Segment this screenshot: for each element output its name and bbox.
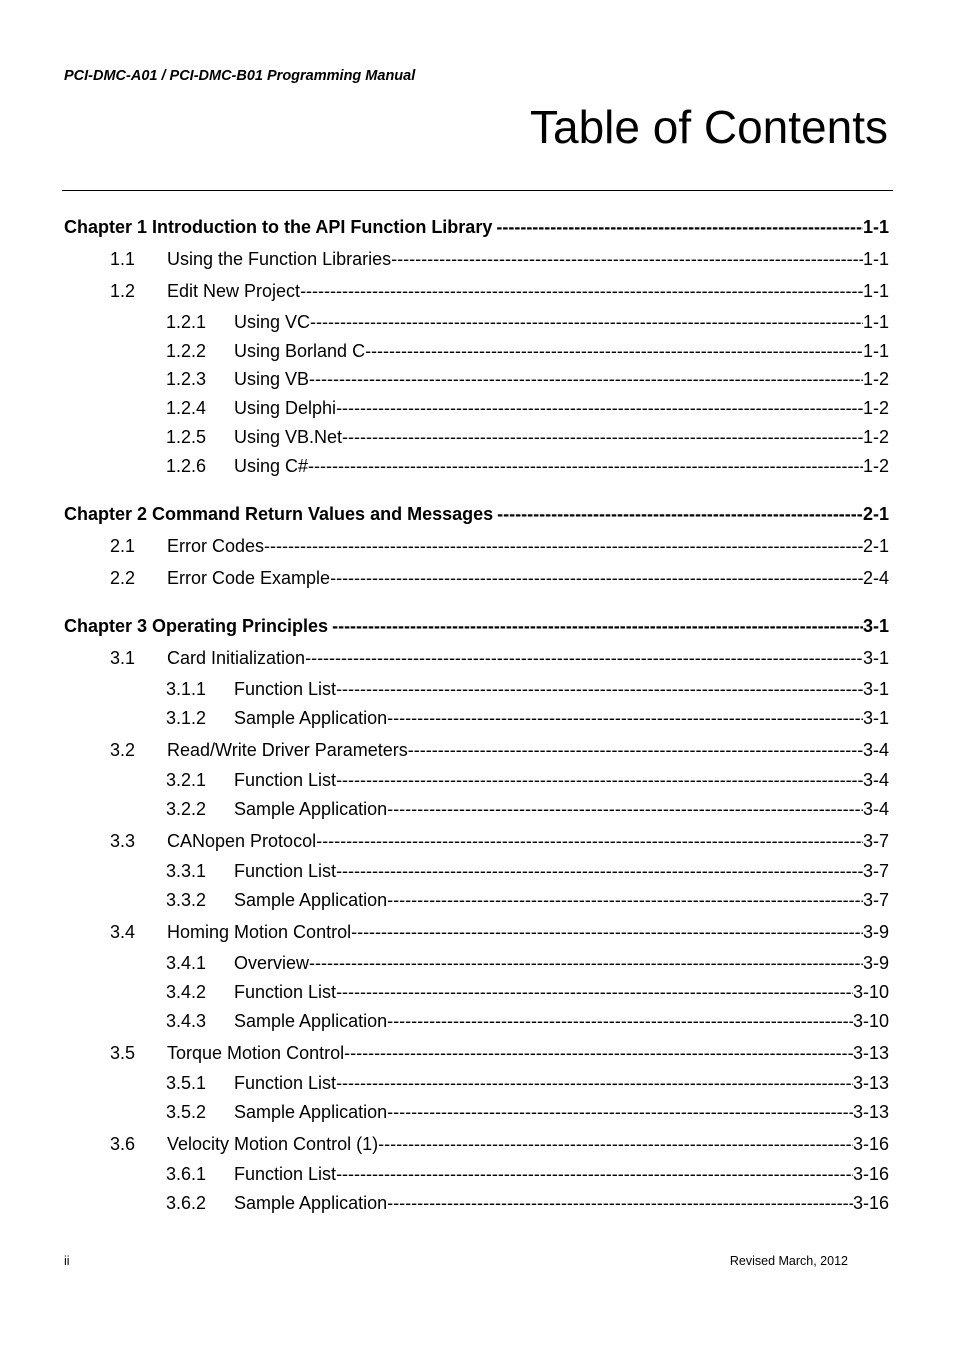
toc-entry-number: 3.1.2 xyxy=(166,708,207,728)
toc-dot-leader xyxy=(336,860,863,882)
toc-entry[interactable] xyxy=(166,368,889,390)
toc-entry[interactable] xyxy=(166,678,889,700)
toc-entry-page: 1-2 xyxy=(862,427,889,447)
toc-entry-page: 1-1 xyxy=(862,341,889,361)
toc-entry-title: Function List xyxy=(234,1073,337,1093)
toc-entry-page: 3-13 xyxy=(852,1043,889,1063)
toc-entry[interactable] xyxy=(110,921,889,943)
toc-entry[interactable] xyxy=(166,1072,889,1094)
toc-entry-page: 3-9 xyxy=(862,953,889,973)
toc-entry-title: Sample Application xyxy=(234,708,388,728)
toc-entry[interactable] xyxy=(166,340,889,362)
toc-entry[interactable] xyxy=(166,455,889,477)
footer-revision: Revised March, 2012 xyxy=(729,1254,848,1268)
toc-entry[interactable] xyxy=(166,397,889,419)
toc-entry-page: 3-10 xyxy=(852,982,889,1002)
toc-dot-leader xyxy=(336,1163,853,1185)
toc-entry-number: 1.2.3 xyxy=(166,369,207,389)
toc-entry[interactable] xyxy=(166,889,889,911)
toc-entry-number: 3.6 xyxy=(110,1134,136,1154)
toc-entry-title: Using the Function Libraries xyxy=(167,249,392,269)
toc-entry-title: Edit New Project xyxy=(167,281,301,301)
toc-dot-leader xyxy=(300,280,863,302)
toc-entry-number: 3.5.1 xyxy=(166,1073,207,1093)
toc-entry-page: 3-1 xyxy=(862,679,889,699)
toc-entry-title: Torque Motion Control xyxy=(167,1043,345,1063)
toc-entry[interactable] xyxy=(64,615,889,637)
toc-entry[interactable] xyxy=(110,647,889,669)
page-title: Table of Contents xyxy=(529,101,888,153)
toc-entry[interactable] xyxy=(110,280,889,302)
toc-dot-leader xyxy=(336,769,863,791)
toc-dot-leader xyxy=(336,678,863,700)
toc-dot-leader xyxy=(496,216,863,238)
toc-entry[interactable] xyxy=(110,739,889,761)
toc-dot-leader xyxy=(316,830,863,852)
toc-entry-page: 3-10 xyxy=(852,1011,889,1031)
toc-entry-title: Error Codes xyxy=(167,536,265,556)
toc-dot-leader xyxy=(336,981,853,1003)
toc-entry-number: 3.3 xyxy=(110,831,136,851)
toc-entry-title: Card Initialization xyxy=(167,648,306,668)
toc-dot-leader xyxy=(310,311,863,333)
toc-entry-title: Read/Write Driver Parameters xyxy=(167,740,408,760)
toc-entry-page: 3-7 xyxy=(862,861,889,881)
toc-entry-title: Function List xyxy=(234,1164,337,1184)
toc-entry-number: 1.2.5 xyxy=(166,427,207,447)
toc-entry-page: 3-16 xyxy=(852,1134,889,1154)
toc-dot-leader xyxy=(391,248,863,270)
toc-entry-page: 3-4 xyxy=(862,770,889,790)
toc-entry-title: Chapter 2 Command Return Values and Messages xyxy=(64,504,494,524)
toc-entry[interactable] xyxy=(166,952,889,974)
toc-entry-number: 1.2.2 xyxy=(166,341,207,361)
toc-dot-leader xyxy=(308,455,863,477)
toc-entry-number: 3.1.1 xyxy=(166,679,207,699)
toc-entry-title: Using Borland C xyxy=(234,341,366,361)
toc-dot-leader xyxy=(387,889,863,911)
toc-entry-number: 1.2.4 xyxy=(166,398,207,418)
toc-entry-title: Sample Application xyxy=(234,799,388,819)
toc-entry-page: 2-1 xyxy=(862,536,889,556)
toc-entry[interactable] xyxy=(166,860,889,882)
toc-entry-number: 3.6.2 xyxy=(166,1193,207,1213)
toc-entry[interactable] xyxy=(110,535,889,557)
toc-entry-number: 3.4 xyxy=(110,922,136,942)
toc-entry-page: 1-2 xyxy=(862,398,889,418)
toc-dot-leader xyxy=(344,1042,853,1064)
toc-entry-page: 1-1 xyxy=(862,312,889,332)
toc-dot-leader xyxy=(332,615,863,637)
toc-dot-leader xyxy=(387,1010,853,1032)
toc-entry-title: Overview xyxy=(234,953,310,973)
toc-dot-leader xyxy=(497,503,863,525)
toc-entry-number: 1.2.1 xyxy=(166,312,207,332)
toc-dot-leader xyxy=(336,397,863,419)
toc-dot-leader xyxy=(305,647,863,669)
toc-dot-leader xyxy=(378,1133,853,1155)
toc-entry-page: 3-1 xyxy=(862,708,889,728)
footer-page-number: ii xyxy=(64,1254,70,1268)
toc-entry-page: 2-4 xyxy=(862,568,889,588)
toc-entry-page: 1-1 xyxy=(862,281,889,301)
toc-entry-number: 3.2 xyxy=(110,740,136,760)
toc-entry[interactable] xyxy=(166,1192,889,1214)
toc-entry-title: Function List xyxy=(234,982,337,1002)
toc-entry-title: Using VB xyxy=(234,369,310,389)
toc-entry-number: 1.2 xyxy=(110,281,136,301)
toc-dot-leader xyxy=(309,952,863,974)
toc-entry-title: Velocity Motion Control (1) xyxy=(167,1134,379,1154)
toc-entry-number: 3.4.2 xyxy=(166,982,207,1002)
toc-entry-page: 3-1 xyxy=(862,616,889,636)
toc-entry[interactable] xyxy=(110,1133,889,1155)
toc-entry[interactable] xyxy=(166,1101,889,1123)
toc-entry-title: Chapter 1 Introduction to the API Function Library xyxy=(64,217,493,237)
toc-entry[interactable] xyxy=(110,830,889,852)
toc-entry[interactable] xyxy=(110,248,889,270)
toc-entry-page: 3-13 xyxy=(852,1102,889,1122)
toc-entry[interactable] xyxy=(166,981,889,1003)
toc-entry-number: 1.1 xyxy=(110,249,136,269)
toc-entry[interactable] xyxy=(110,1042,889,1064)
toc-entry-title: Chapter 3 Operating Principles xyxy=(64,616,329,636)
toc-entry-title: Function List xyxy=(234,770,337,790)
toc-entry-title: Using C# xyxy=(234,456,309,476)
toc-dot-leader xyxy=(330,567,863,589)
toc-entry-page: 3-16 xyxy=(852,1193,889,1213)
toc-entry[interactable] xyxy=(166,798,889,820)
toc-entry-page: 3-16 xyxy=(852,1164,889,1184)
toc-entry-number: 3.6.1 xyxy=(166,1164,207,1184)
toc-entry-title: Sample Application xyxy=(234,890,388,910)
toc-entry-number: 3.5 xyxy=(110,1043,136,1063)
toc-entry[interactable] xyxy=(110,567,889,589)
toc-dot-leader xyxy=(342,426,863,448)
toc-dot-leader xyxy=(387,1101,853,1123)
toc-entry-number: 1.2.6 xyxy=(166,456,207,476)
toc-dot-leader xyxy=(264,535,863,557)
toc-entry-page: 1-1 xyxy=(862,249,889,269)
toc-entry[interactable] xyxy=(64,216,889,238)
toc-entry-number: 3.5.2 xyxy=(166,1102,207,1122)
toc-entry-title: Using Delphi xyxy=(234,398,337,418)
toc-dot-leader xyxy=(336,1072,853,1094)
toc-entry-number: 3.4.1 xyxy=(166,953,207,973)
toc-entry-page: 3-7 xyxy=(862,890,889,910)
toc-entry[interactable] xyxy=(166,1010,889,1032)
toc-entry-number: 3.2.1 xyxy=(166,770,207,790)
toc-entry-title: Error Code Example xyxy=(167,568,331,588)
toc-entry-page: 3-1 xyxy=(862,648,889,668)
toc-dot-leader xyxy=(309,368,863,390)
toc-dot-leader xyxy=(387,1192,853,1214)
toc-entry-page: 1-2 xyxy=(862,369,889,389)
toc-entry[interactable] xyxy=(166,311,889,333)
manual-title: PCI-DMC-A01 / PCI-DMC-B01 Programming Manual xyxy=(64,68,416,84)
toc-entry-page: 1-1 xyxy=(862,217,889,237)
toc-entry-title: Sample Application xyxy=(234,1011,388,1031)
toc-entry[interactable] xyxy=(166,707,889,729)
toc-entry-page: 3-9 xyxy=(862,922,889,942)
toc-entry-page: 2-1 xyxy=(862,504,889,524)
toc-dot-leader xyxy=(387,798,863,820)
toc-entry-title: Sample Application xyxy=(234,1193,388,1213)
toc-entry-page: 1-2 xyxy=(862,456,889,476)
toc-entry-title: Function List xyxy=(234,861,337,881)
toc-entry-title: Function List xyxy=(234,679,337,699)
toc-entry-page: 3-13 xyxy=(852,1073,889,1093)
toc-entry-number: 2.2 xyxy=(110,568,136,588)
toc-dot-leader xyxy=(408,739,863,761)
toc-dot-leader xyxy=(387,707,863,729)
toc-entry-number: 3.3.2 xyxy=(166,890,207,910)
toc-entry[interactable] xyxy=(166,769,889,791)
toc-entry-number: 2.1 xyxy=(110,536,136,556)
toc-entry-number: 3.2.2 xyxy=(166,799,207,819)
toc-entry-title: Using VB.Net xyxy=(234,427,343,447)
toc-entry-page: 3-4 xyxy=(862,799,889,819)
toc-entry[interactable] xyxy=(166,1163,889,1185)
toc-entry-number: 3.1 xyxy=(110,648,136,668)
toc-entry-title: Using VC xyxy=(234,312,311,332)
toc-entry-number: 3.3.1 xyxy=(166,861,207,881)
toc-dot-leader xyxy=(365,340,863,362)
toc-dot-leader xyxy=(351,921,863,943)
toc-entry[interactable] xyxy=(64,503,889,525)
toc-entry-title: CANopen Protocol xyxy=(167,831,317,851)
toc-entry-title: Homing Motion Control xyxy=(167,922,352,942)
toc-entry-page: 3-7 xyxy=(862,831,889,851)
toc-entry-number: 3.4.3 xyxy=(166,1011,207,1031)
toc-entry-page: 3-4 xyxy=(862,740,889,760)
toc-entry[interactable] xyxy=(166,426,889,448)
toc-entry-title: Sample Application xyxy=(234,1102,388,1122)
